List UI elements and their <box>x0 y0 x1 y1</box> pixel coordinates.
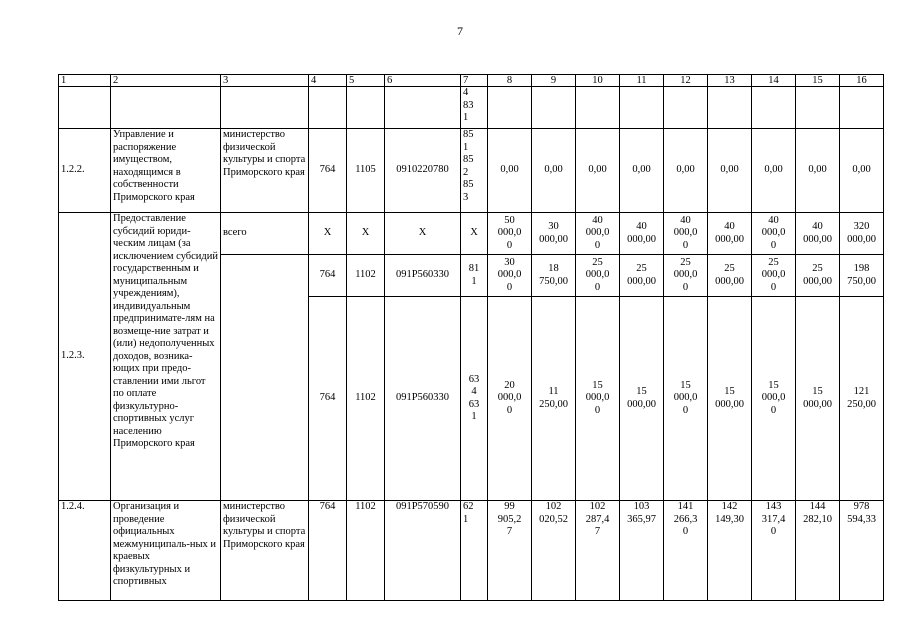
value-cell: 143 317,4 0 <box>752 501 796 601</box>
grbs-code: 764 <box>309 129 347 213</box>
value-cell: 40 000,0 0 <box>576 213 620 255</box>
header-cell: 5 <box>347 75 385 87</box>
rzpr-code: 1102 <box>347 297 385 501</box>
value-cell: 198 750,00 <box>840 255 884 297</box>
rzpr-code: X <box>347 213 385 255</box>
value-cell: 25 000,00 <box>796 255 840 297</box>
rzpr-code: 1105 <box>347 129 385 213</box>
grbs-code: 764 <box>309 255 347 297</box>
value-cell: 40 000,00 <box>796 213 840 255</box>
rzpr-code: 1102 <box>347 255 385 297</box>
value-cell: 320 000,00 <box>840 213 884 255</box>
value-cell: 11 250,00 <box>532 297 576 501</box>
value-cell: 15 000,00 <box>796 297 840 501</box>
header-row <box>59 75 884 87</box>
table-row-1-2-3-total <box>59 213 884 255</box>
row-number: 1.2.4. <box>59 501 111 601</box>
value-cell: 25 000,0 0 <box>664 255 708 297</box>
value-cell: 18 750,00 <box>532 255 576 297</box>
value-cell: 15 000,00 <box>620 297 664 501</box>
value-cell: 142 149,30 <box>708 501 752 601</box>
csr-code: 0910220780 <box>385 129 461 213</box>
header-cell: 13 <box>708 75 752 87</box>
header-cell: 14 <box>752 75 796 87</box>
executor: министерство физической культуры и спорта Приморского края <box>221 129 309 213</box>
rzpr-code: 1102 <box>347 501 385 601</box>
header-cell: 9 <box>532 75 576 87</box>
vr-code: 63 4 63 1 <box>461 297 488 501</box>
csr-code: 091P570590 <box>385 501 461 601</box>
value-cell: 0,00 <box>708 129 752 213</box>
value-cell: 15 000,0 0 <box>664 297 708 501</box>
value-cell: 15 000,0 0 <box>576 297 620 501</box>
measure-name: Управление и распоряжение имуществом, находящимся в собственности Приморского края <box>111 129 221 213</box>
row-number: 1.2.3. <box>59 213 111 501</box>
value-cell: 141 266,3 0 <box>664 501 708 601</box>
vr-cell: 4 83 1 <box>461 87 488 129</box>
value-cell: 0,00 <box>488 129 532 213</box>
vr-code: 81 1 <box>461 255 488 297</box>
header-cell: 11 <box>620 75 664 87</box>
value-cell: 0,00 <box>796 129 840 213</box>
page-number: 7 <box>457 24 463 38</box>
header-cell: 8 <box>488 75 532 87</box>
value-cell: 40 000,00 <box>620 213 664 255</box>
header-cell: 3 <box>221 75 309 87</box>
value-cell: 0,00 <box>664 129 708 213</box>
vr-code: 62 1 <box>461 501 488 601</box>
header-cell: 4 <box>309 75 347 87</box>
header-cell: 15 <box>796 75 840 87</box>
value-cell: 25 000,00 <box>708 255 752 297</box>
csr-code: 091P560330 <box>385 255 461 297</box>
header-cell: 16 <box>840 75 884 87</box>
header-cell: 1 <box>59 75 111 87</box>
header-cell: 10 <box>576 75 620 87</box>
value-cell: 50 000,0 0 <box>488 213 532 255</box>
grbs-code: 764 <box>309 297 347 501</box>
value-cell: 103 365,97 <box>620 501 664 601</box>
table-row <box>59 87 884 129</box>
row-number: 1.2.2. <box>59 129 111 213</box>
grbs-code: 764 <box>309 501 347 601</box>
header-cell: 7 <box>461 75 488 87</box>
vr-code: 85 1 85 2 85 3 <box>461 129 488 213</box>
value-cell: 121 250,00 <box>840 297 884 501</box>
value-cell: 99 905,2 7 <box>488 501 532 601</box>
measure-name: Предоставление субсидий юриди-ческим лицам (за исключением субсидий государственным и муниципальным учреждениям), индивидуальным предпринимате-лям на возмеще-ние затрат и (или) недополученных доходов, возника-ющих при предо-ставлении ими льгот по оплате физкультурно-спортивных услуг населению Приморского края <box>111 213 221 501</box>
csr-code: 091P560330 <box>385 297 461 501</box>
value-cell: 102 020,52 <box>532 501 576 601</box>
header-cell: 6 <box>385 75 461 87</box>
value-cell: 20 000,0 0 <box>488 297 532 501</box>
header-cell: 12 <box>664 75 708 87</box>
value-cell: 25 000,0 0 <box>752 255 796 297</box>
value-cell: 0,00 <box>576 129 620 213</box>
value-cell: 0,00 <box>840 129 884 213</box>
budget-table <box>58 74 884 601</box>
table-row-1-2-2 <box>59 129 884 213</box>
value-cell: 15 000,0 0 <box>752 297 796 501</box>
table-row-1-2-4 <box>59 501 884 601</box>
executor: министерство физической культуры и спорта Приморского края <box>221 501 309 601</box>
vr-code: X <box>461 213 488 255</box>
value-cell: 30 000,00 <box>532 213 576 255</box>
value-cell: 40 000,0 0 <box>664 213 708 255</box>
value-cell: 40 000,00 <box>708 213 752 255</box>
value-cell: 0,00 <box>532 129 576 213</box>
value-cell: 25 000,00 <box>620 255 664 297</box>
value-cell: 144 282,10 <box>796 501 840 601</box>
value-cell: 978 594,33 <box>840 501 884 601</box>
header-cell: 2 <box>111 75 221 87</box>
value-cell: 40 000,0 0 <box>752 213 796 255</box>
value-cell: 0,00 <box>620 129 664 213</box>
value-cell: 0,00 <box>752 129 796 213</box>
value-cell: 15 000,00 <box>708 297 752 501</box>
measure-name: Организация и проведение официальных межмуниципаль-ных и краевых физкультурных и спортивных <box>111 501 221 601</box>
value-cell: 25 000,0 0 <box>576 255 620 297</box>
value-cell: 102 287,4 7 <box>576 501 620 601</box>
csr-code: X <box>385 213 461 255</box>
grbs-code: X <box>309 213 347 255</box>
executor: всего <box>221 213 309 255</box>
value-cell: 30 000,0 0 <box>488 255 532 297</box>
